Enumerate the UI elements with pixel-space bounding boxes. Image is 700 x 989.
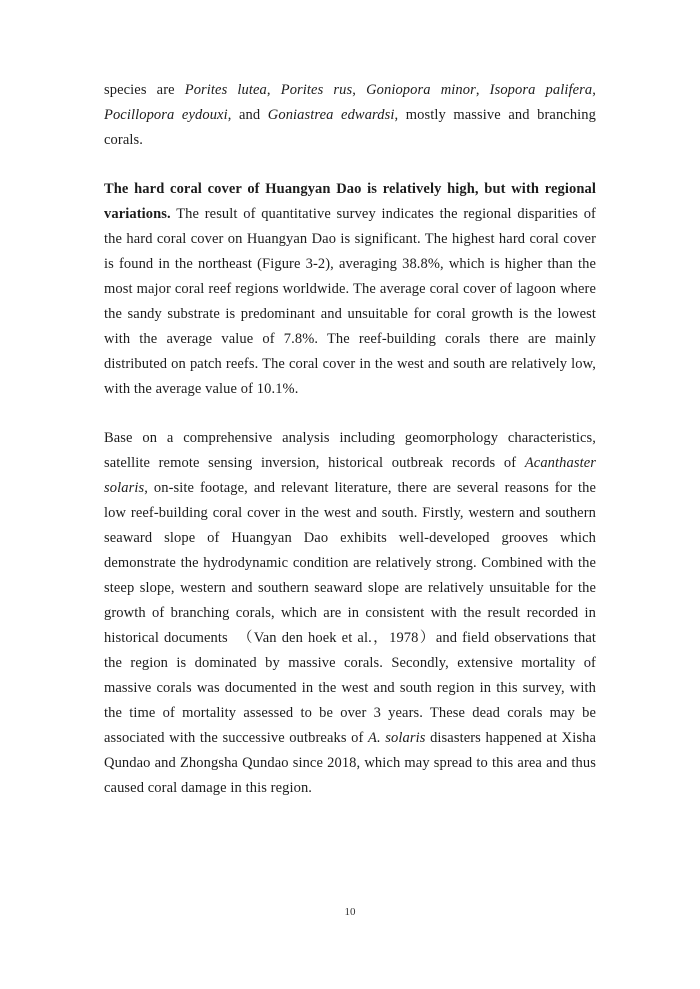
text-run: disasters happened at Xisha Qundao and Zhongsha Qundao since 2018, which may spread to this area and thus caused coral damage in this region. [104, 730, 596, 796]
text-run: Porites rus [280, 82, 353, 98]
text-run: , on-site footage, and relevant literature, there are several reasons for the low reef-building coral cover in the west and south. Firstly, western and southern seaward slope of Huangyan Dao exhibits well-developed grooves which demonstrate the hydrodynamic condition are relatively strong. Combined with the steep slope, western and southern seaward slope are relatively unsuitable for the growth of branching corals, which are in consistent with the result recorded in historical documents （Van den hoek et al.，1978）and field observations that the region is dominated by massive corals. Secondly, extensive mortality of massive corals was documented in the west and south region in this survey, with the time of mortality assessed to be over 3 years. These dead corals may be associated with the successive outbreaks of [104, 480, 596, 746]
text-run: , [352, 82, 367, 98]
page-body-text [104, 78, 596, 825]
text-run: , [475, 82, 490, 98]
text-run: Goniastrea edwardsi [267, 107, 395, 123]
text-run: The hard coral cover of Huangyan Dao is relatively high, but with regional variations. [104, 181, 596, 222]
text-run: Base on a comprehensive analysis including geomorphology characteristics, satellite remote sensing inversion, historical outbreak records of [104, 430, 596, 471]
text-run: Pocillopora eydouxi [104, 107, 228, 123]
text-run: Isopora palifera [489, 82, 593, 98]
text-run: Acanthaster solaris [104, 455, 596, 496]
text-run: , and [227, 107, 268, 123]
text-run: , mostly massive and branching corals. [104, 107, 597, 148]
text-run: Goniopora minor [366, 82, 476, 98]
text-run: , [266, 82, 281, 98]
text-run: Porites lutea [184, 82, 267, 98]
text-run: The result of quantitative survey indicates the regional disparities of the hard coral cover on Huangyan Dao is significant. The highest hard coral cover is found in the northeast (Figure 3-2), averaging 38.8%, which is higher than the most major coral reef regions worldwide. The average coral cover of lagoon where the sandy substrate is predominant and unsuitable for coral growth is the lowest with the average value of 7.8%. The reef-building corals there are mainly distributed on patch reefs. The coral cover in the west and south are relatively low, with the average value of 10.1%. [104, 206, 596, 397]
paragraph [104, 177, 596, 402]
paragraph [104, 426, 596, 801]
paragraph [104, 78, 596, 153]
text-run: species are [104, 82, 185, 98]
text-run: A. solaris [368, 730, 426, 746]
text-run: , [592, 82, 597, 98]
page-number: 10 [344, 906, 356, 918]
